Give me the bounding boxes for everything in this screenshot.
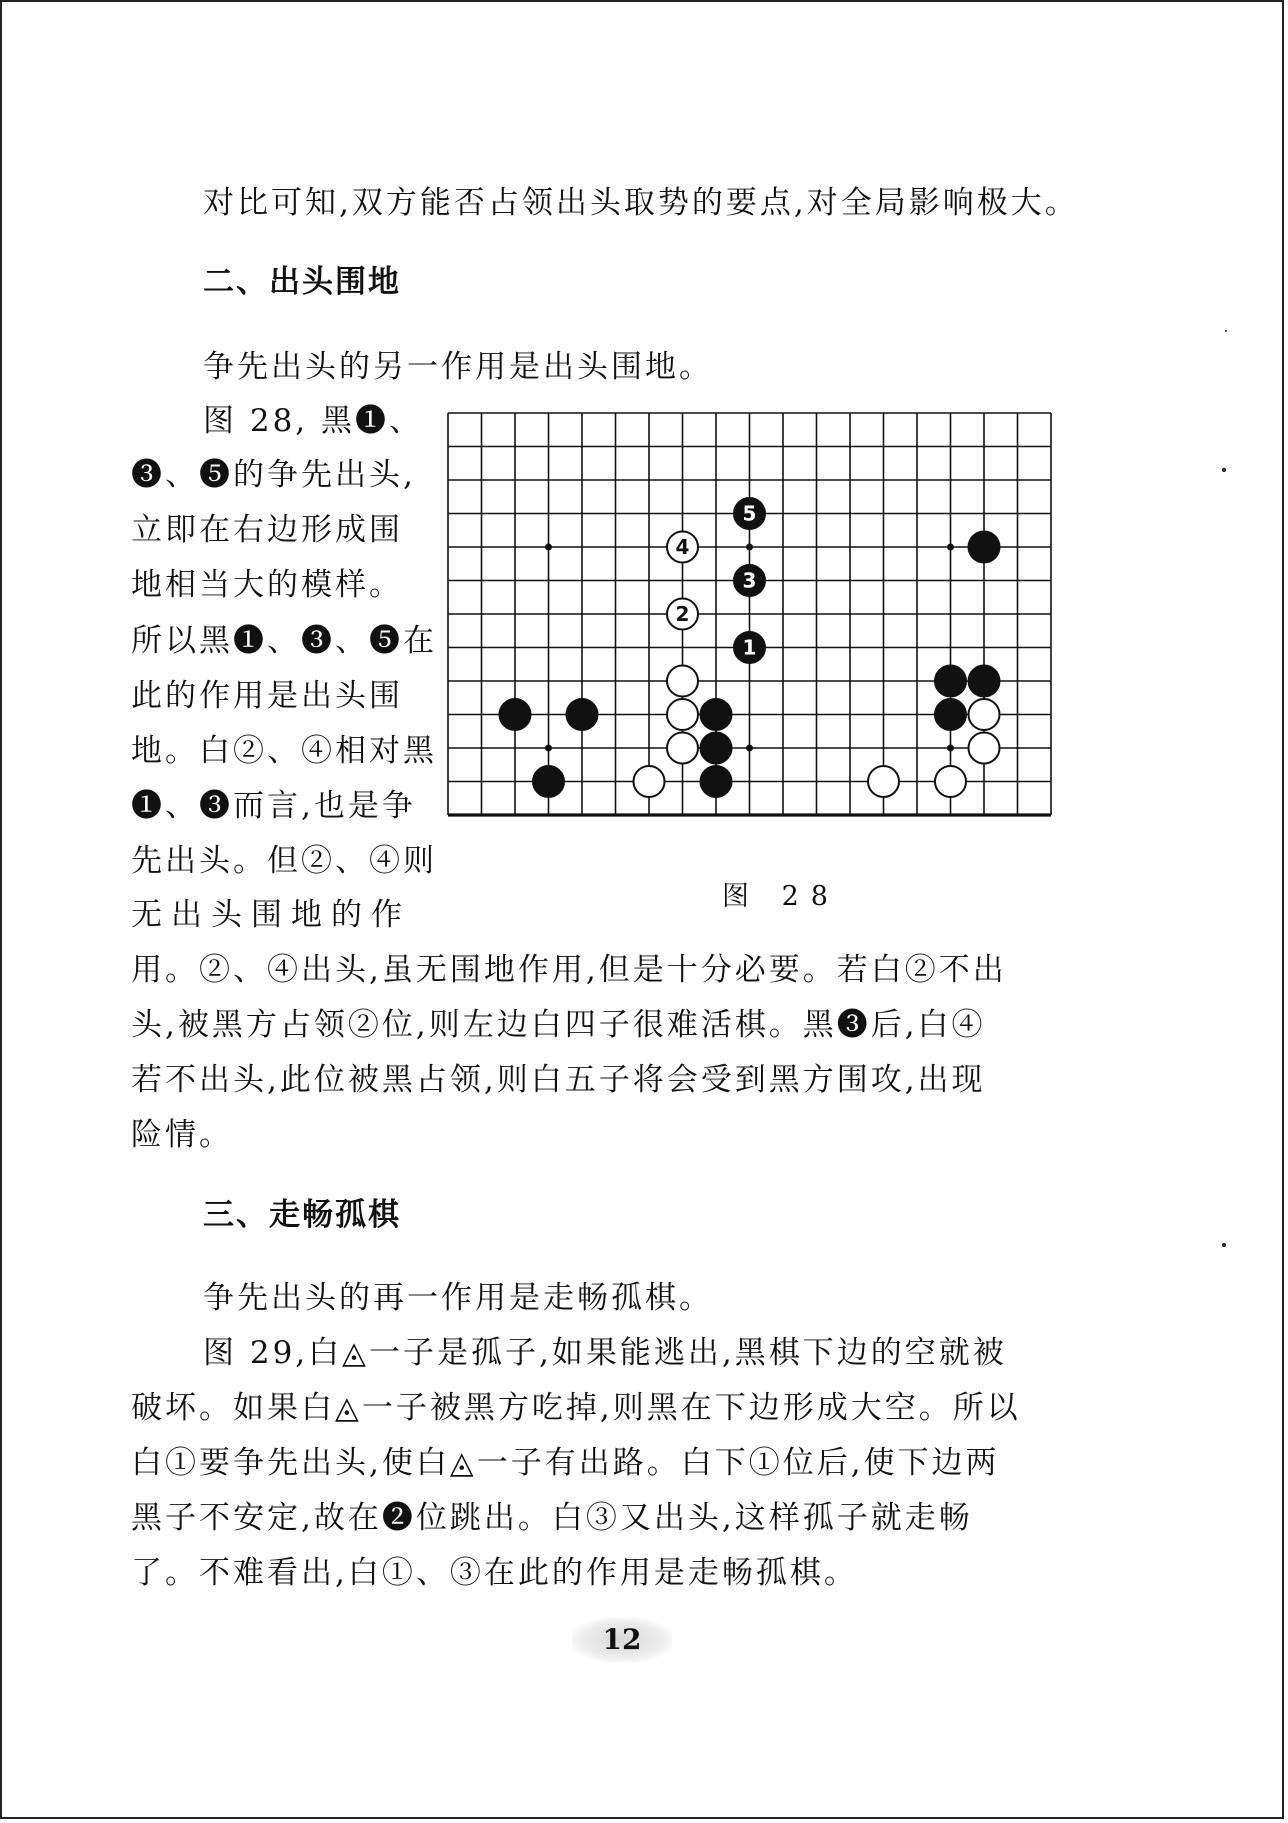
white-stone-2 — [667, 599, 698, 630]
star-point — [746, 544, 753, 551]
para3-line-1: 图 29,白◬一子是孤子,如果能逃出,黑棋下边的空就被 — [203, 1335, 1007, 1371]
text-line-full-2: 头,被黑方占领②位,则左边白四子很难活棋。黑❸后,白④ — [131, 1007, 986, 1043]
star-point — [947, 544, 954, 551]
para3-line-4: 黑子不安定,故在❷位跳出。白③又出头,这样孤子就走畅 — [131, 1500, 973, 1536]
stone-move-number: 4 — [675, 535, 690, 559]
text-line-full-4: 险情。 — [131, 1117, 233, 1153]
text-line-full-3: 若不出头,此位被黑占领,则白五子将会受到黑方围攻,出现 — [131, 1062, 986, 1098]
go-board-figure — [440, 405, 1055, 870]
para3-line-3: 白①要争先出头,使白◬一子有出路。白下①位后,使下边两 — [131, 1445, 1000, 1481]
wrap-line-1: 图 28, 黑❶、 — [203, 403, 424, 439]
stone-disc — [868, 766, 899, 797]
wrap-line-6: 此的作用是出头围 — [131, 678, 403, 714]
white-stone — [935, 766, 966, 797]
white-stone — [969, 699, 1000, 730]
black-stone — [500, 699, 531, 730]
star-point — [545, 745, 552, 752]
stone-move-number: 2 — [675, 602, 690, 626]
para3-line-5: 了。不难看出,白①、③在此的作用是走畅孤棋。 — [131, 1555, 858, 1591]
white-stone — [667, 699, 698, 730]
wrap-line-7: 地。白②、④相对黑 — [131, 733, 437, 769]
black-stone-5 — [734, 498, 765, 529]
stone-disc — [667, 699, 698, 730]
wrap-line-3: 立即在右边形成围 — [131, 512, 403, 548]
black-stone — [701, 733, 732, 764]
stone-disc — [667, 733, 698, 764]
scan-speck — [1222, 1243, 1226, 1247]
black-stone — [935, 699, 966, 730]
white-stone — [969, 733, 1000, 764]
wrap-line-9: 先出头。但②、④则 — [131, 843, 437, 879]
wrap-line-5: 所以黑❶、❸、❺在 — [131, 623, 437, 659]
stone-disc — [935, 766, 966, 797]
paragraph-lead-3: 争先出头的再一作用是走畅孤棋。 — [203, 1280, 713, 1316]
star-point — [947, 745, 954, 752]
black-stone — [533, 766, 564, 797]
black-stone — [701, 766, 732, 797]
page-number: 12 — [572, 1618, 672, 1662]
text-line-full-1: 用。②、④出头,虽无围地作用,但是十分必要。若白②不出 — [131, 952, 1007, 988]
wrap-line-2: ❸、❺的争先出头, — [131, 457, 416, 493]
wrap-line-4: 地相当大的模样。 — [131, 567, 403, 603]
figure-caption: 图 28 — [722, 881, 840, 912]
paragraph-lead-2: 争先出头的另一作用是出头围地。 — [203, 349, 713, 385]
stone-disc — [567, 699, 598, 730]
white-stone-4 — [667, 532, 698, 563]
star-point — [746, 745, 753, 752]
black-stone-1 — [734, 632, 765, 663]
stone-disc — [533, 766, 564, 797]
wrap-line-8: ❶、❸而言,也是争 — [131, 788, 416, 824]
section-heading-3: 三、走畅孤棋 — [203, 1197, 401, 1233]
stone-disc — [634, 766, 665, 797]
stone-disc — [969, 733, 1000, 764]
star-point — [545, 544, 552, 551]
black-stone — [701, 699, 732, 730]
stone-disc — [701, 699, 732, 730]
stone-disc — [969, 666, 1000, 697]
white-stone — [667, 666, 698, 697]
para3-line-2: 破坏。如果白◬一子被黑方吃掉,则黑在下边形成大空。所以 — [131, 1390, 1021, 1426]
stone-disc — [667, 666, 698, 697]
stone-move-number: 1 — [742, 635, 757, 660]
scan-speck — [1225, 330, 1227, 332]
stone-disc — [969, 699, 1000, 730]
black-stone-3 — [734, 565, 765, 596]
wrap-line-10: 无出头围地的作 — [131, 897, 411, 933]
stone-disc — [701, 733, 732, 764]
black-stone — [935, 666, 966, 697]
white-stone — [868, 766, 899, 797]
scan-speck — [1222, 468, 1226, 472]
stone-disc — [500, 699, 531, 730]
text-line-intro: 对比可知,双方能否占领出头取势的要点,对全局影响极大。 — [203, 185, 1079, 221]
black-stone — [567, 699, 598, 730]
black-stone — [969, 666, 1000, 697]
stone-disc — [935, 666, 966, 697]
section-heading-2: 二、出头围地 — [203, 264, 401, 300]
white-stone — [667, 733, 698, 764]
stone-disc — [969, 532, 1000, 563]
stone-disc — [701, 766, 732, 797]
stone-move-number: 5 — [742, 501, 757, 526]
stone-disc — [935, 699, 966, 730]
stone-move-number: 3 — [742, 568, 757, 593]
black-stone — [969, 532, 1000, 563]
white-stone — [634, 766, 665, 797]
